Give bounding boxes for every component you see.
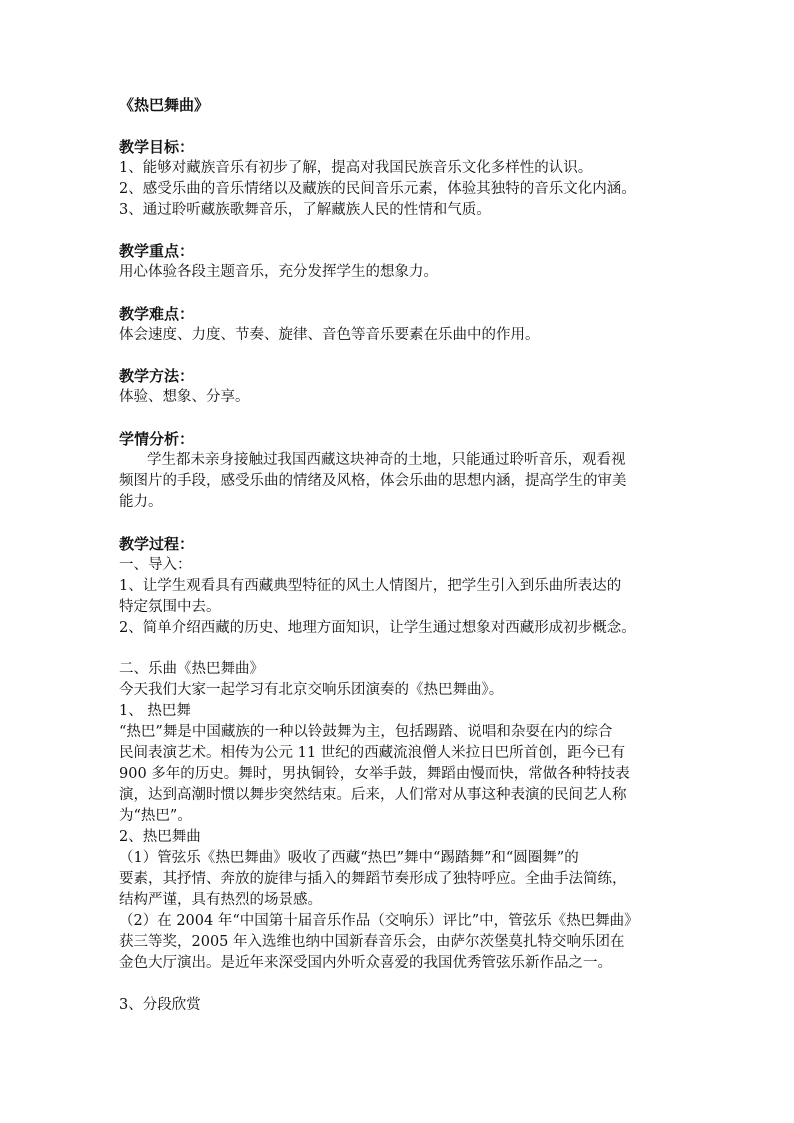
- goal-item: 2、感受乐曲的音乐情绪以及藏族的民间音乐元素，体验其独特的音乐文化内涵。: [119, 181, 636, 197]
- method-text: 体验、想象、分享。: [119, 389, 250, 405]
- method-heading: 教学方法：: [119, 367, 195, 385]
- analysis-line: 能力。: [119, 494, 163, 510]
- intro-heading: 一、导入：: [119, 557, 192, 573]
- key-heading: 教学重点：: [119, 242, 195, 260]
- sub1-heading: 1、 热巴舞: [119, 703, 191, 719]
- intro-item: 1、让学生观看具有西藏典型特征的风土人情图片，把学生引入到乐曲所表达的: [119, 578, 622, 594]
- sub1-line: 900 多年的历史。舞时，男执铜铃，女举手鼓，舞蹈由慢而快，常做各种特技表: [119, 766, 630, 782]
- process-heading: 教学过程：: [119, 535, 195, 553]
- analysis-line: 学生都未亲身接触过我国西藏这块神奇的土地，只能通过聆听音乐，观看视: [147, 452, 626, 468]
- sub2-line: 要素，其抒情、奔放的旋律与插入的舞蹈节奏形成了独特呼应。全曲手法简练，: [119, 871, 627, 887]
- sub2-line: （2）在 2004 年“中国第十届音乐作品（交响乐）评比”中，管弦乐《热巴舞曲》: [119, 913, 639, 929]
- section2-heading: 二、乐曲《热巴舞曲》: [119, 661, 264, 677]
- difficulty-text: 体会速度、力度、节奏、旋律、音色等音乐要素在乐曲中的作用。: [119, 327, 540, 343]
- goals-heading: 教学目标：: [119, 138, 195, 156]
- intro-item: 特定氛围中去。: [119, 599, 221, 615]
- sub2-line: （1）管弦乐《热巴舞曲》吸收了西藏“热巴”舞中“踢踏舞”和“圆圈舞”的: [119, 850, 579, 866]
- sub2-line: 结构严谨，具有热烈的场景感。: [119, 892, 322, 908]
- analysis-heading: 学情分析：: [119, 430, 195, 448]
- sub2-line: 获三等奖，2005 年入选维也纳中国新春音乐会，由萨尔茨堡莫扎特交响乐团在: [119, 934, 625, 950]
- intro-item: 2、简单介绍西藏的历史、地理方面知识，让学生通过想象对西藏形成初步概念。: [119, 620, 636, 636]
- sub1-line: 民间表演艺术。相传为公元 11 世纪的西藏流浪僧人米拉日巴所首创，距今已有: [119, 745, 626, 761]
- sub2-heading: 2、热巴舞曲: [119, 829, 201, 845]
- sub1-line: 演，达到高潮时惯以舞步突然结束。后来，人们常对从事这种表演的民间艺人称: [119, 787, 627, 803]
- analysis-line: 频图片的手段，感受乐曲的情绪及风格，体会乐曲的思想内涵，提高学生的审美: [119, 473, 627, 489]
- goal-item: 3、通过聆听藏族歌舞音乐，了解藏族人民的性情和气质。: [119, 202, 491, 218]
- sub2-line: 金色大厅演出。是近年来深受国内外听众喜爱的我国优秀管弦乐新作品之一。: [119, 955, 612, 971]
- sub1-line: “热巴”舞是中国藏族的一种以铃鼓舞为主，包括踢踏、说唱和杂耍在内的综合: [119, 724, 613, 740]
- goal-item: 1、能够对藏族音乐有初步了解，提高对我国民族音乐文化多样性的认识。: [119, 160, 593, 176]
- difficulty-heading: 教学难点：: [119, 305, 195, 323]
- document-title: 《热巴舞曲》: [119, 96, 210, 114]
- section2-text: 今天我们大家一起学习有北京交响乐团演奏的《热巴舞曲》。: [119, 682, 504, 698]
- key-text: 用心体验各段主题音乐，充分发挥学生的想象力。: [119, 264, 438, 280]
- sub3-heading: 3、分段欣赏: [119, 997, 201, 1013]
- sub1-line: 为“热巴”。: [119, 808, 192, 824]
